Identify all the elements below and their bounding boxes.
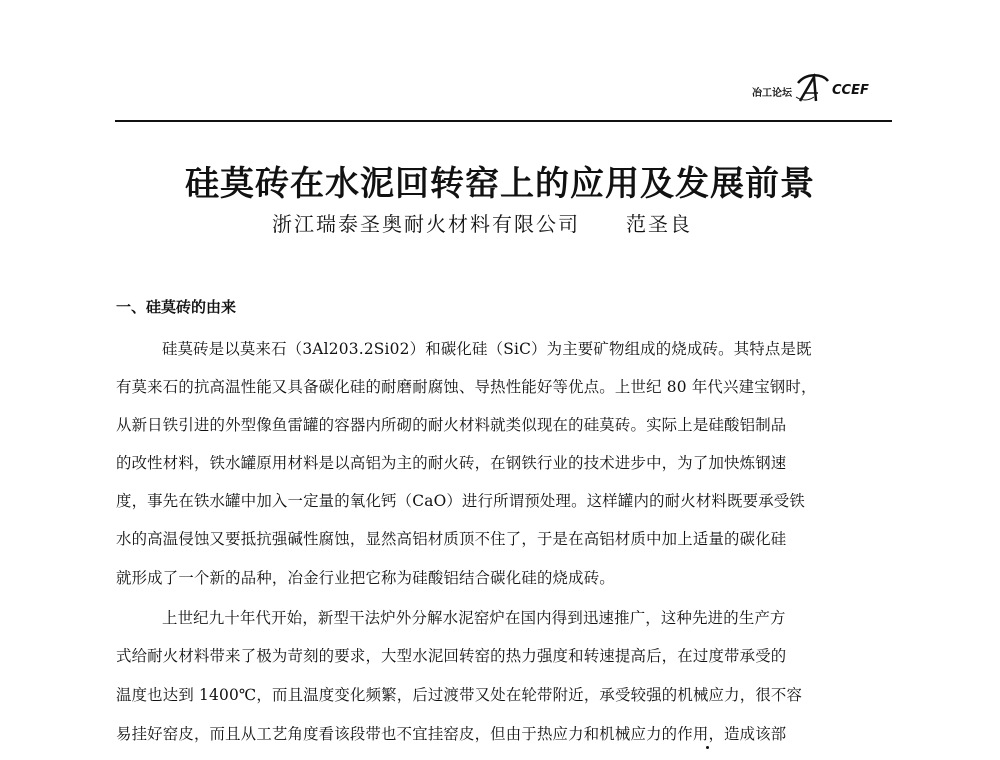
- logo-small-text: 冶工论坛: [752, 87, 792, 99]
- paragraph-line: 就形成了一个新的品种，冶金行业把它称为硅酸铝结合碳化硅的烧成砖。: [116, 569, 615, 587]
- paragraph-line: 从新日铁引进的外型像鱼雷罐的容器内所砌的耐火材料就类似现在的硅莫砖。实际上是硅酸铝制品: [116, 416, 787, 434]
- byline-author: 范圣良: [626, 212, 692, 236]
- paragraph-line: 度，事先在铁水罐中加入一定量的氧化钙（CaO）进行所谓预处理。这样罐内的耐火材料既要承受铁: [116, 492, 805, 510]
- scan-speck: [706, 746, 709, 749]
- ccef-logo-icon: [794, 71, 830, 105]
- byline-company: 浙江瑞泰圣奥耐火材料有限公司: [272, 212, 580, 236]
- paragraph-line: 温度也达到 1400℃，而且温度变化频繁，后过渡带又处在轮带附近，承受较强的机械应力，很不容: [116, 686, 803, 704]
- paragraph-line: 上世纪九十年代开始，新型干法炉外分解水泥窑炉在国内得到迅速推广，这种先进的生产方: [162, 609, 786, 627]
- header-rule: [115, 120, 892, 122]
- logo-text: CCEF: [832, 82, 869, 98]
- document-title: 硅莫砖在水泥回转窑上的应用及发展前景: [185, 164, 815, 204]
- paragraph-line: 的改性材料，铁水罐原用材料是以高铝为主的耐火砖，在钢铁行业的技术进步中，为了加快炼钢速: [116, 454, 787, 472]
- byline: [272, 208, 692, 237]
- paragraph-line: 式给耐火材料带来了极为苛刻的要求，大型水泥回转窑的热力强度和转速提高后，在过度带承受的: [116, 647, 787, 665]
- paragraph-line: 易挂好窑皮，而且从工艺角度看该段带也不宜挂窑皮，但由于热应力和机械应力的作用，造成该部: [116, 725, 787, 743]
- paragraph-line: 水的高温侵蚀又要抵抗强碱性腐蚀，显然高铝材质顶不住了，于是在高铝材质中加上适量的碳化硅: [116, 530, 787, 548]
- header-logo: [752, 68, 902, 108]
- paragraph-line: 有莫来石的抗高温性能又具备碳化硅的耐磨耐腐蚀、导热性能好等优点。上世纪 80 年代兴建宝钢时，: [116, 378, 817, 396]
- paragraph-line: 硅莫砖是以莫来石（3Al203.2Si02）和碳化硅（SiC）为主要矿物组成的烧成砖。其特点是既: [162, 340, 812, 358]
- section-heading: 一、硅莫砖的由来: [116, 298, 237, 316]
